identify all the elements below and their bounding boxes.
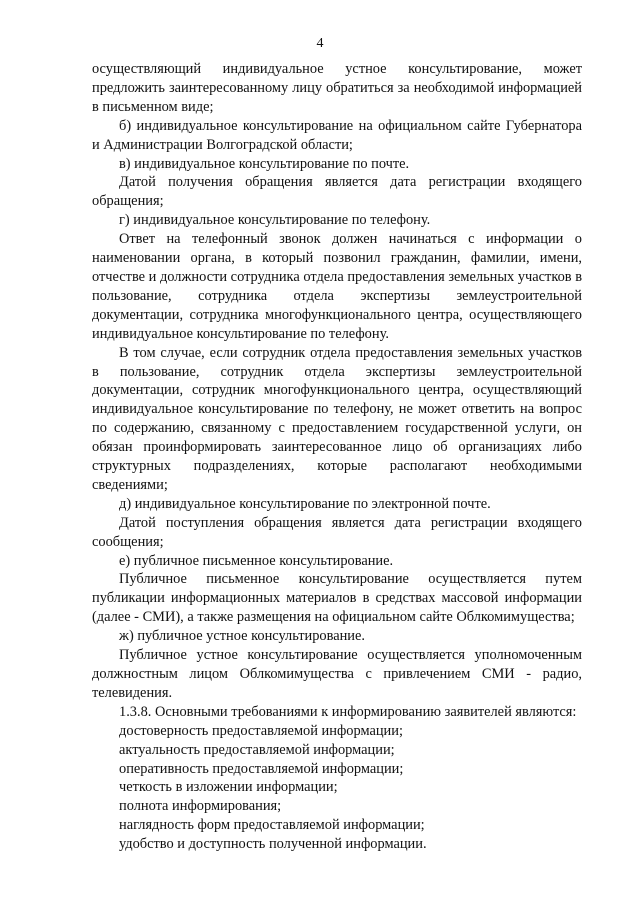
paragraph: е) публичное письменное консультирование.: [119, 552, 394, 569]
list-item: удобство и доступность полученной информации.: [119, 836, 427, 853]
paragraph: в) индивидуальное консультирование по почте.: [119, 155, 410, 172]
document-body: [92, 60, 582, 854]
paragraph: Публичное письменное консультирование осуществляется путем публикации информационных материалов в средствах массовой информации (далее - СМИ), а также размещения на официальном сайте Облкомимущества;: [92, 571, 582, 626]
paragraph: В том случае, если сотрудник отдела предоставления земельных участков в пользование, сотрудник отдела экспертизы землеустроительной документации, сотрудник многофункционального центра, осуществляющий индивидуальное консультирование по телефону, не может ответить на вопрос по содержанию, связанному с предоставлением государственной услуги, он обязан проинформировать заинтересованное лицо об организациях либо структурных подразделениях, которые располагают необходимыми сведениями;: [92, 344, 582, 493]
list-item: наглядность форм предоставляемой информации;: [119, 817, 425, 834]
paragraph: б) индивидуальное консультирование на официальном сайте Губернатора и Администрации Волгоградской области;: [92, 117, 582, 153]
page-number: 4: [316, 36, 324, 51]
paragraph: ж) публичное устное консультирование.: [119, 628, 365, 645]
paragraph: осуществляющий индивидуальное устное консультирование, может предложить заинтересованному лицу обратиться за необходимой информацией в письменном виде;: [92, 61, 582, 115]
paragraph: 1.3.8. Основными требованиями к информированию заявителей являются:: [119, 703, 577, 720]
list-item: полнота информирования;: [119, 798, 282, 815]
paragraph: Ответ на телефонный звонок должен начинаться с информации о наименовании органа, в который позвонил гражданин, фамилии, имени, отчестве и должности сотрудника отдела предоставления земельных участков в пользование, сотрудника отдела экспертизы землеустроительной документации, сотрудника многофункционального центра, осуществляющего индивидуальное консультирование по телефону.: [92, 231, 582, 342]
list-item: достоверность предоставляемой информации;: [119, 722, 403, 739]
paragraph: Публичное устное консультирование осуществляется уполномоченным должностным лицом Облкомимущества с привлечением СМИ - радио, телевидения.: [92, 647, 582, 701]
paragraph: Датой поступления обращения является дата регистрации входящего сообщения;: [92, 514, 582, 550]
list-item: оперативность предоставляемой информации;: [119, 760, 404, 777]
list-item: четкость в изложении информации;: [119, 779, 338, 796]
paragraph: д) индивидуальное консультирование по электронной почте.: [119, 495, 491, 512]
paragraph: г) индивидуальное консультирование по телефону.: [119, 212, 431, 229]
list-item: актуальность предоставляемой информации;: [119, 741, 395, 758]
paragraph: Датой получения обращения является дата регистрации входящего обращения;: [92, 174, 582, 210]
